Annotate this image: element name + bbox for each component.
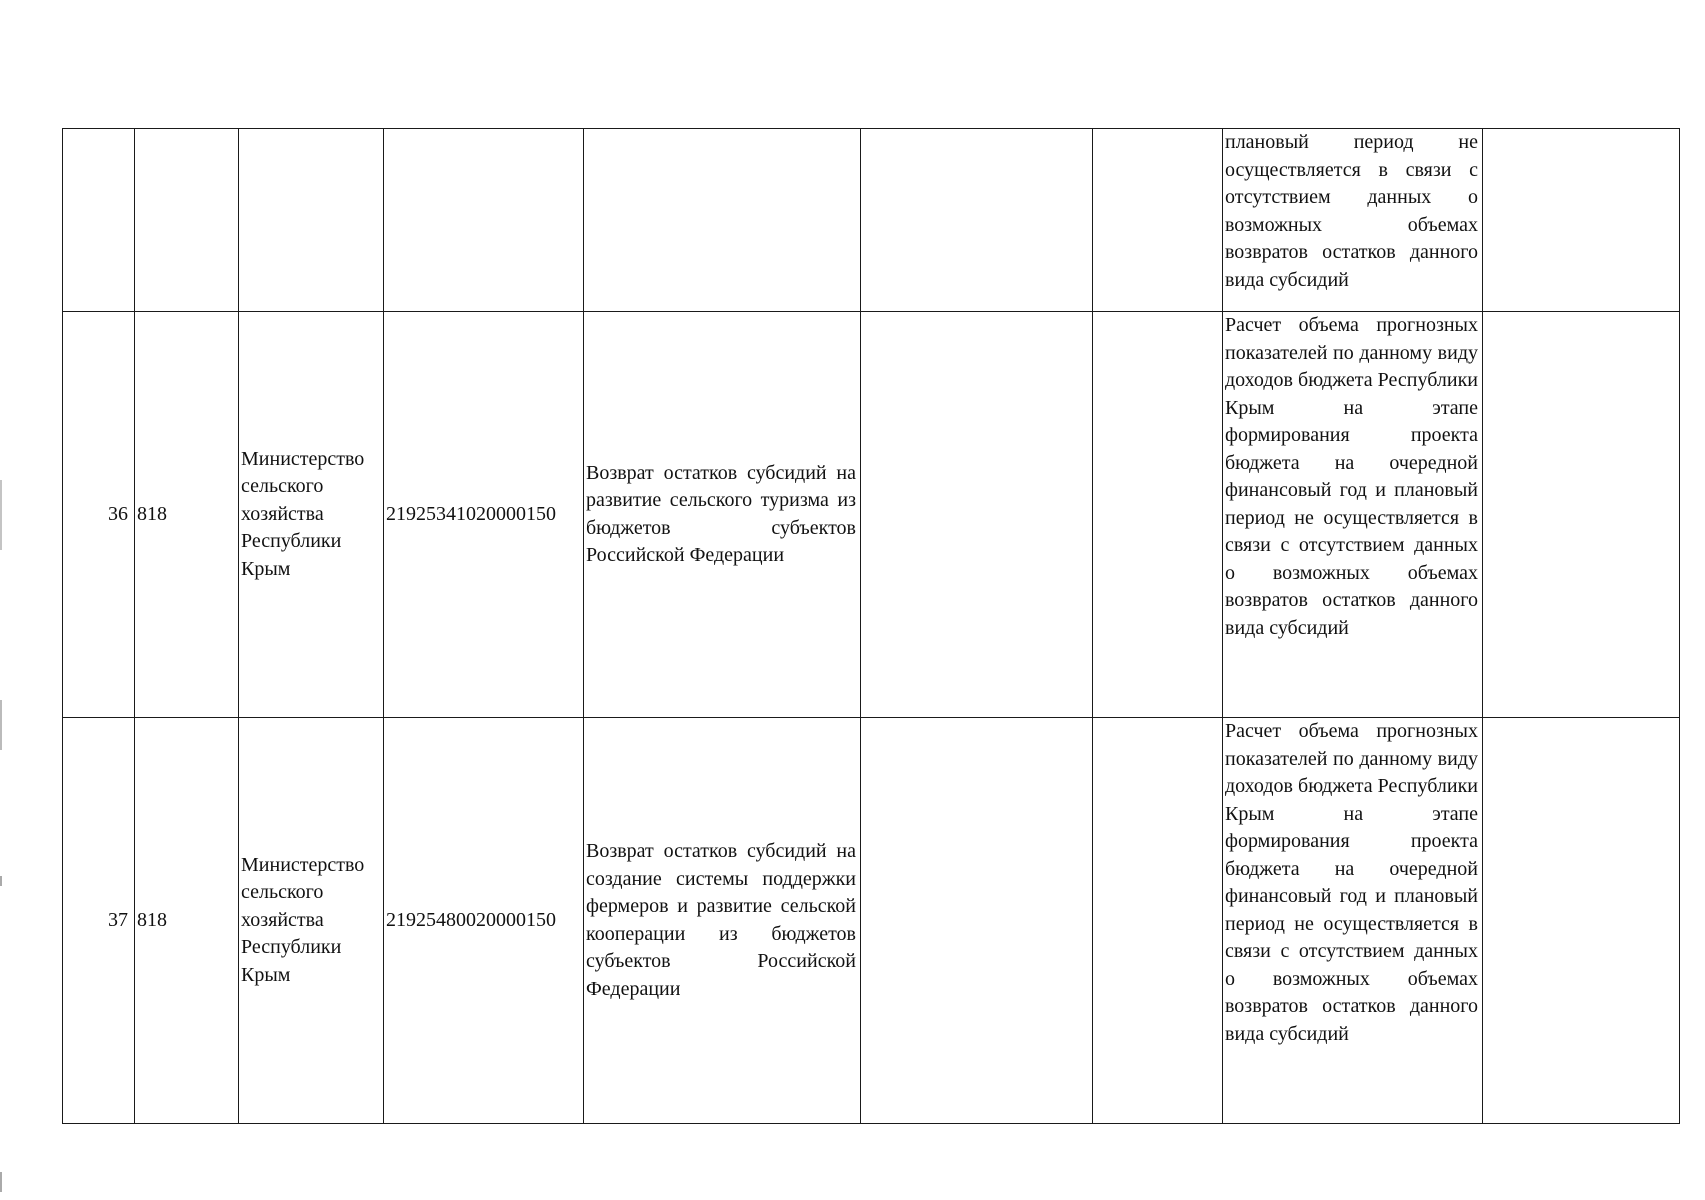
empty-cell	[1483, 312, 1680, 718]
kbk-code: 21925341020000150	[386, 502, 556, 525]
scan-artifact	[0, 480, 2, 550]
admin-code-cell	[135, 129, 239, 312]
admin-code-cell	[135, 718, 239, 1124]
empty-cell	[1093, 718, 1223, 1124]
scan-artifact	[0, 1172, 2, 1192]
empty-cell	[1483, 718, 1680, 1124]
explanation-text: Расчет объема прогнозных показателей по данному виду доходов бюджета Республики Крым на этапе формирования проекта бюджета на очередной финансовый год и плановый период не осуществляется в связи с отсутствием данных о возможных объемах возвратов остатков данного вида субсидий	[1225, 314, 1478, 639]
scan-artifact	[0, 700, 2, 750]
row-number-cell	[63, 129, 135, 312]
empty-cell	[1093, 129, 1223, 312]
administrator-cell	[239, 129, 384, 312]
empty-cell	[1093, 312, 1223, 718]
budget-revenue-table	[62, 128, 1680, 1124]
table-row	[63, 129, 1680, 312]
explanation-cell	[1223, 312, 1483, 718]
description-cell	[584, 312, 861, 718]
description-text: Возврат остатков субсидий на развитие сельского туризма из бюджетов субъектов Российской Федерации	[586, 461, 856, 566]
kbk-cell	[384, 129, 584, 312]
admin-code-cell	[135, 312, 239, 718]
row-number-cell: 36	[63, 312, 135, 718]
explanation-text: Расчет объема прогнозных показателей по данному виду доходов бюджета Республики Крым на этапе формирования проекта бюджета на очередной финансовый год и плановый период не осуществляется в связи с отсутствием данных о возможных объемах возвратов остатков данного вида субсидий	[1225, 720, 1478, 1045]
administrator-cell	[239, 312, 384, 718]
administrator-name: Министерство сельского хозяйства Республики Крым	[241, 447, 365, 580]
description-text: Возврат остатков субсидий на создание системы поддержки фермеров и развитие сельской кооперации из бюджетов субъектов Российской Федерации	[586, 840, 856, 1000]
admin-code: 818	[137, 908, 167, 931]
explanation-cell	[1223, 718, 1483, 1124]
table-row	[63, 312, 1680, 718]
administrator-name: Министерство сельского хозяйства Республики Крым	[241, 853, 365, 986]
kbk-cell	[384, 718, 584, 1124]
kbk-code: 21925480020000150	[386, 908, 556, 931]
description-cell	[584, 718, 861, 1124]
empty-cell	[861, 129, 1093, 312]
kbk-cell	[384, 312, 584, 718]
explanation-text: плановый период не осуществляется в связи с отсутствием данных о возможных объемах возвратов остатков данного вида субсидий	[1225, 131, 1478, 291]
explanation-cell	[1223, 129, 1483, 312]
admin-code: 818	[137, 502, 167, 525]
empty-cell	[861, 312, 1093, 718]
description-cell	[584, 129, 861, 312]
table-row	[63, 718, 1680, 1124]
scan-artifact	[0, 876, 2, 886]
row-number-cell: 37	[63, 718, 135, 1124]
empty-cell	[1483, 129, 1680, 312]
empty-cell	[861, 718, 1093, 1124]
administrator-cell	[239, 718, 384, 1124]
